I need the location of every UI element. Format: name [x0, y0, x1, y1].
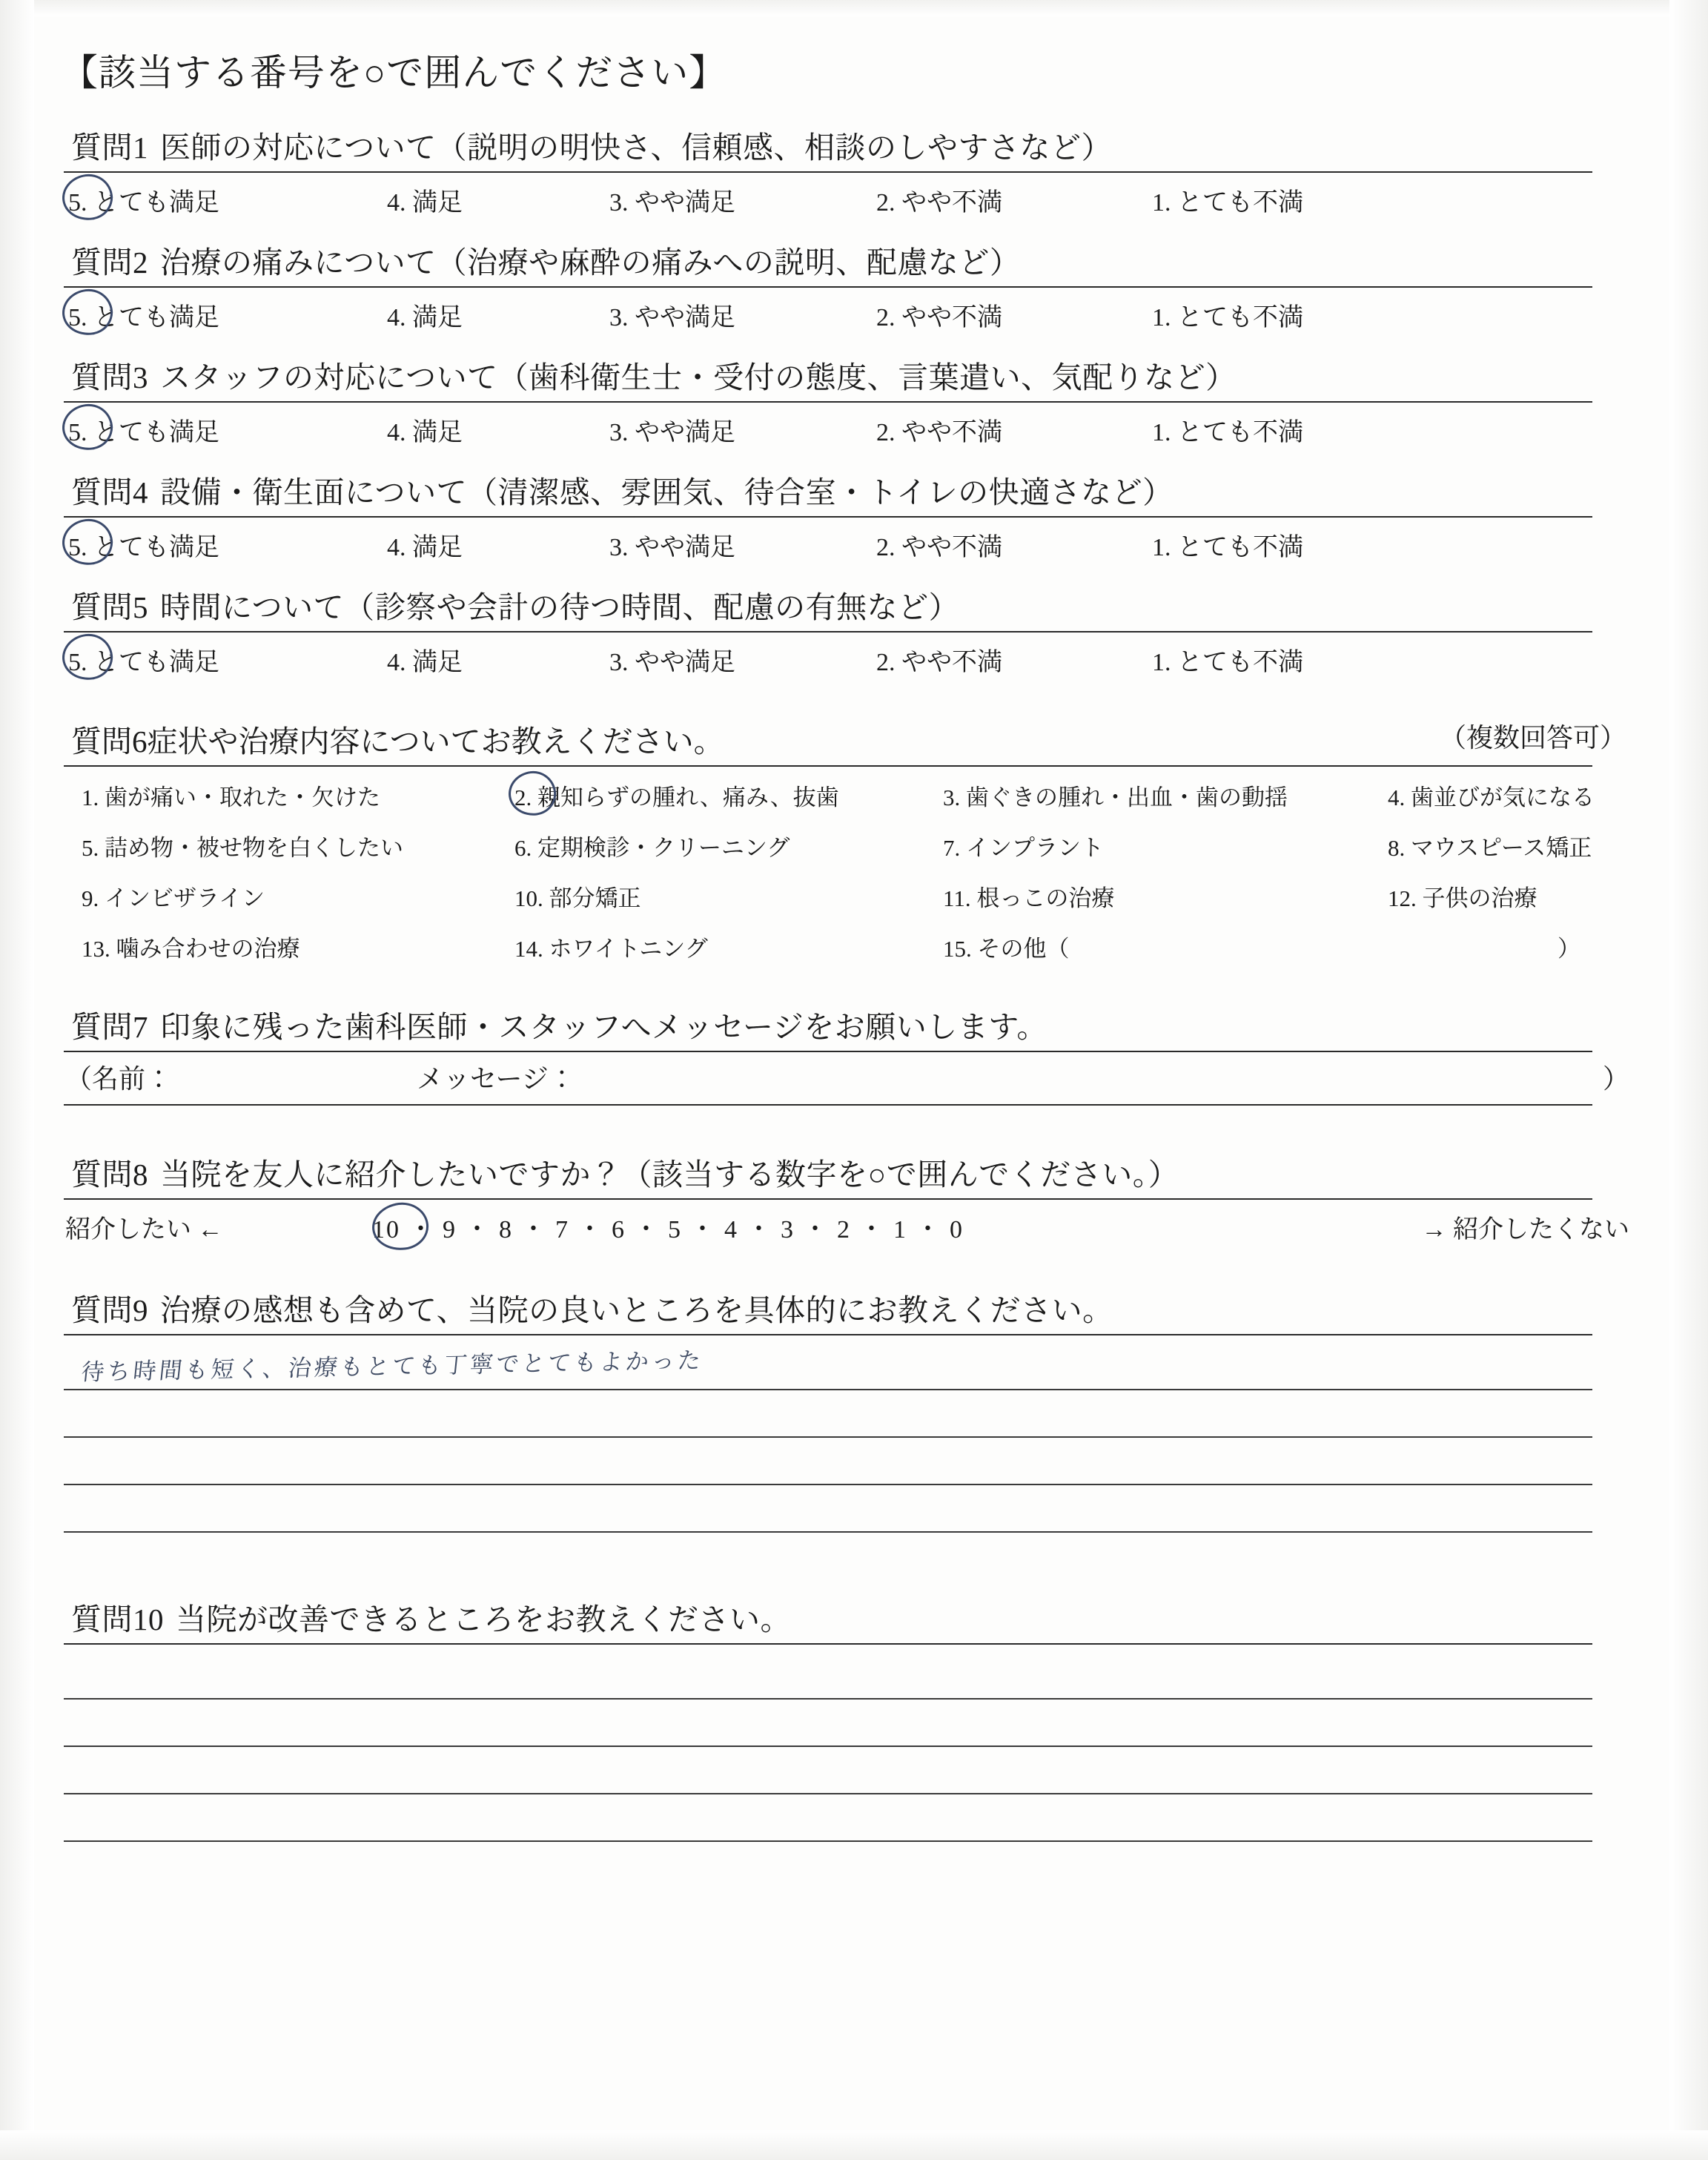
question-9-heading — [61, 1286, 1640, 1330]
question-7-answer-line[interactable] — [61, 1052, 1640, 1104]
question-9-answer-line-4[interactable] — [64, 1485, 1592, 1533]
question-5-rule — [64, 631, 1592, 633]
question-6-row — [61, 774, 1595, 825]
rating-option-3[interactable]: 3. やや満足 — [609, 304, 735, 331]
rating-option-4[interactable]: 4. 満足 — [387, 189, 463, 217]
scan-edge-left — [0, 0, 34, 2160]
scan-edge-bottom — [0, 2130, 1708, 2160]
rating-option-4[interactable]: 4. 満足 — [387, 419, 463, 446]
question-block-7 — [61, 1003, 1640, 1106]
scan-edge-top — [0, 0, 1708, 16]
rating-option-5[interactable]: 5. とても満足 — [68, 419, 219, 446]
q6-option-8[interactable]: 8. マウスピース矯正 — [1388, 835, 1592, 861]
question-2-label: 質問2 — [71, 245, 148, 280]
question-6-row — [61, 875, 1589, 925]
question-3-text: スタッフの対応について（歯科衛生士・受付の態度、言葉遣い、気配りなど） — [160, 360, 1237, 394]
rating-option-4[interactable]: 4. 満足 — [387, 304, 463, 331]
question-9-handwritten-answer: 待ち時間も短く、治療もとても丁寧でとてもよかった — [79, 1347, 705, 1387]
question-7-text: 印象に残った歯科医師・スタッフへメッセージをお願いします。 — [160, 1010, 1047, 1044]
question-10-answer-line-3[interactable] — [64, 1747, 1592, 1794]
question-5-label: 質問5 — [71, 590, 148, 624]
question-6-rule — [64, 765, 1592, 767]
q6-option-14[interactable]: 14. ホワイトニング — [514, 936, 708, 962]
question-6-options-grid — [61, 774, 1595, 976]
question-8-text: 当院を友人に紹介したいですか？（該当する数字を○で囲んでください。） — [160, 1157, 1179, 1192]
q6-option-1[interactable]: 1. 歯が痛い・取れた・欠けた — [82, 785, 380, 810]
scan-edge-right — [1669, 0, 1708, 2160]
question-4-scale — [61, 521, 1640, 575]
question-block-4 — [61, 468, 1640, 575]
rating-option-3[interactable]: 3. やや満足 — [609, 649, 735, 676]
question-10-rule — [64, 1643, 1592, 1645]
question-8-left-label: 紹介したい ← — [65, 1216, 223, 1244]
question-10-text: 当院が改善できるところをお教えください。 — [176, 1602, 791, 1636]
q6-option-3[interactable]: 3. 歯ぐきの腫れ・出血・歯の動揺 — [943, 785, 1288, 810]
rating-option-5[interactable]: 5. とても満足 — [68, 304, 219, 331]
question-3-rule — [64, 401, 1592, 403]
question-block-9 — [61, 1286, 1640, 1533]
rating-option-3[interactable]: 3. やや満足 — [609, 534, 735, 561]
question-4-label: 質問4 — [71, 475, 148, 509]
q6-option-4[interactable]: 4. 歯並びが気になる — [1388, 785, 1595, 810]
question-4-text: 設備・衛生面について（清潔感、雰囲気、待合室・トイレの快適さなど） — [160, 475, 1174, 509]
rating-option-2[interactable]: 2. やや不満 — [876, 304, 1002, 331]
question-4-heading — [61, 468, 1640, 512]
question-9-answer-line-2[interactable] — [64, 1390, 1592, 1438]
question-6-row — [61, 925, 1589, 976]
question-7-message-field-label: メッセージ： — [417, 1064, 575, 1094]
question-7-heading — [61, 1003, 1640, 1046]
question-8-heading — [61, 1150, 1640, 1194]
rating-option-1[interactable]: 1. とても不満 — [1152, 649, 1303, 676]
question-8-right-label: → 紹介したくない — [1421, 1216, 1629, 1244]
question-10-label: 質問10 — [71, 1602, 164, 1636]
question-6-heading — [61, 717, 1640, 761]
question-7-label: 質問7 — [71, 1010, 148, 1044]
question-2-heading — [61, 238, 1640, 282]
question-block-3 — [61, 353, 1640, 460]
question-5-heading — [61, 583, 1640, 627]
rating-option-4[interactable]: 4. 満足 — [387, 649, 463, 676]
q6-option-12[interactable]: 12. 子供の治療 — [1388, 885, 1537, 911]
q6-option-5[interactable]: 5. 詰め物・被せ物を白くしたい — [82, 835, 403, 861]
question-3-scale — [61, 406, 1640, 460]
rating-option-1[interactable]: 1. とても不満 — [1152, 419, 1303, 446]
question-block-1 — [61, 123, 1640, 231]
question-1-rule — [64, 171, 1592, 173]
question-1-scale — [61, 176, 1640, 231]
rating-option-2[interactable]: 2. やや不満 — [876, 534, 1002, 561]
question-7-rule-bottom — [64, 1104, 1592, 1106]
q6-option-6[interactable]: 6. 定期検診・クリーニング — [514, 835, 790, 861]
rating-option-1[interactable]: 1. とても不満 — [1152, 189, 1303, 217]
rating-option-2[interactable]: 2. やや不満 — [876, 649, 1002, 676]
q6-option-11[interactable]: 11. 根っこの治療 — [943, 885, 1115, 911]
rating-option-2[interactable]: 2. やや不満 — [876, 189, 1002, 217]
rating-option-1[interactable]: 1. とても不満 — [1152, 304, 1303, 331]
question-block-5 — [61, 583, 1640, 690]
rating-option-5[interactable]: 5. とても満足 — [68, 649, 219, 676]
q6-option-2[interactable]: 2. 親知らずの腫れ、痛み、抜歯 — [514, 785, 839, 810]
question-block-2 — [61, 238, 1640, 346]
rating-option-3[interactable]: 3. やや満足 — [609, 189, 735, 217]
q6-option-10[interactable]: 10. 部分矯正 — [514, 885, 641, 911]
question-10-answer-area[interactable] — [61, 1652, 1640, 1842]
question-7-name-field-label: （名前： — [65, 1064, 173, 1094]
question-10-answer-line-4[interactable] — [64, 1794, 1592, 1842]
question-8-label: 質問8 — [71, 1157, 148, 1192]
rating-option-5[interactable]: 5. とても満足 — [68, 189, 219, 217]
question-9-answer-line-3[interactable] — [64, 1438, 1592, 1485]
question-6-text: 症状や治療内容についてお教えください。 — [147, 724, 724, 759]
question-9-text: 治療の感想も含めて、当院の良いところを具体的にお教えください。 — [160, 1293, 1113, 1327]
question-6-row — [61, 825, 1592, 875]
rating-option-5[interactable]: 5. とても満足 — [68, 534, 219, 561]
question-6-note: （複数回答可） — [1439, 723, 1626, 753]
question-6-label: 質問6 — [71, 724, 148, 759]
rating-option-1[interactable]: 1. とても不満 — [1152, 534, 1303, 561]
rating-option-4[interactable]: 4. 満足 — [387, 534, 463, 561]
question-block-8 — [61, 1150, 1640, 1259]
question-1-heading — [61, 123, 1640, 167]
question-2-rule — [64, 286, 1592, 288]
question-block-6 — [61, 717, 1640, 976]
question-5-scale — [61, 635, 1640, 690]
question-9-rule — [64, 1334, 1592, 1335]
question-10-answer-line-2[interactable] — [64, 1700, 1592, 1747]
q6-option-7[interactable]: 7. インプラント — [943, 835, 1104, 861]
rating-option-2[interactable]: 2. やや不満 — [876, 419, 1002, 446]
question-3-label: 質問3 — [71, 360, 148, 394]
question-4-rule — [64, 516, 1592, 518]
question-9-label: 質問9 — [71, 1293, 148, 1327]
question-2-text: 治療の痛みについて（治療や麻酔の痛みへの説明、配慮など） — [160, 245, 1021, 280]
question-3-heading — [61, 353, 1640, 397]
q6-option-15[interactable]: 15. その他（ — [943, 936, 1070, 962]
question-9-answer-line-1[interactable] — [64, 1343, 1592, 1390]
question-10-heading — [61, 1595, 1640, 1639]
q6-option-9[interactable]: 9. インビザライン — [82, 885, 265, 911]
question-7-close-paren: ） — [1602, 1064, 1629, 1094]
question-1-label: 質問1 — [71, 131, 148, 165]
question-8-scale-values[interactable]: 10 ・ 9 ・ 8 ・ 7 ・ 6 ・ 5 ・ 4 ・ 3 ・ 2 ・ 1 ・ 0 — [372, 1216, 964, 1244]
question-10-answer-line-1[interactable] — [64, 1652, 1592, 1700]
form-content — [61, 43, 1640, 1849]
question-5-text: 時間について（診察や会計の待つ時間、配慮の有無など） — [160, 590, 960, 624]
question-9-answer-area[interactable] — [61, 1343, 1640, 1533]
question-1-text: 医師の対応について（説明の明快さ、信頼感、相談のしやすさなど） — [160, 131, 1113, 165]
question-block-10 — [61, 1595, 1640, 1842]
q6-option-13[interactable]: 13. 噛み合わせの治療 — [82, 936, 300, 962]
question-8-scale-row — [61, 1200, 1640, 1259]
rating-option-3[interactable]: 3. やや満足 — [609, 419, 735, 446]
question-2-scale — [61, 291, 1640, 346]
form-title: 【該当する番号を○で囲んでください】 — [61, 52, 727, 93]
q6-other-close-paren: ） — [1558, 936, 1580, 962]
